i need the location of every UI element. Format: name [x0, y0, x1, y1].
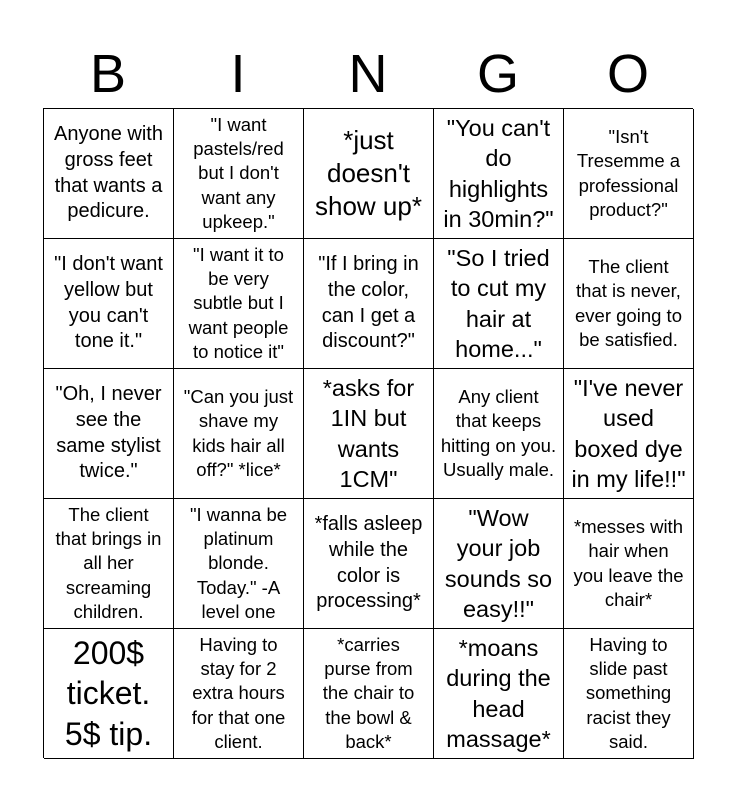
cell-text: 200$ ticket. 5$ tip.	[64, 635, 153, 752]
bingo-cell-r3-c2[interactable]	[174, 369, 304, 499]
bingo-cell-r1-c1[interactable]	[44, 109, 174, 239]
cell-text: "I want pastels/red but I don't want any upkeep."	[193, 114, 284, 232]
bingo-cell-r5-c2[interactable]	[174, 629, 304, 759]
bingo-cell-r4-c4[interactable]	[434, 499, 564, 629]
bingo-cell-r2-c4[interactable]	[434, 239, 564, 369]
cell-text: *moans during the head massage*	[446, 635, 551, 752]
bingo-cell-r4-c1[interactable]	[44, 499, 174, 629]
bingo-cell-r5-c1[interactable]	[44, 629, 174, 759]
cell-text: "Oh, I never see the same stylist twice."	[55, 383, 162, 483]
cell-text: "I wanna be platinum blonde. Today." -A level one	[189, 504, 288, 622]
cell-text: "I've never used boxed dye in my life!!"	[571, 375, 686, 492]
bingo-header	[43, 40, 693, 108]
bingo-cell-r3-c5[interactable]	[564, 369, 694, 499]
bingo-cell-r2-c3[interactable]	[304, 239, 434, 369]
header-letter-b: B	[89, 44, 127, 104]
cell-text: *messes with hair when you leave the chair*	[573, 516, 684, 610]
cell-text: *falls asleep while the color is processing*	[314, 513, 423, 613]
bingo-cell-r3-c3[interactable]	[304, 369, 434, 499]
cell-text: *asks for 1IN but wants 1CM"	[322, 375, 415, 492]
bingo-cell-r5-c4[interactable]	[434, 629, 564, 759]
cell-text: Anyone with gross feet that wants a pedicure.	[54, 123, 163, 223]
bingo-cell-r1-c4[interactable]	[434, 109, 564, 239]
bingo-board	[43, 108, 693, 758]
cell-text: The client that brings in all her screaming children.	[55, 504, 162, 622]
bingo-cell-r4-c2[interactable]	[174, 499, 304, 629]
cell-text: Having to stay for 2 extra hours for that one client.	[191, 634, 286, 752]
bingo-cell-r3-c4[interactable]	[434, 369, 564, 499]
cell-text: *carries purse from the chair to the bowl & back*	[322, 634, 415, 752]
bingo-cell-r2-c1[interactable]	[44, 239, 174, 369]
cell-text: "Can you just shave my kids hair all off?" *lice*	[183, 386, 294, 480]
bingo-cell-r1-c3[interactable]	[304, 109, 434, 239]
bingo-cell-r4-c5[interactable]	[564, 499, 694, 629]
header-letter-i: I	[230, 44, 246, 104]
cell-text: *just doesn't show up*	[315, 124, 422, 222]
bingo-cell-r1-c5[interactable]	[564, 109, 694, 239]
bingo-cell-r5-c3[interactable]	[304, 629, 434, 759]
cell-text: "I don't want yellow but you can't tone it."	[54, 253, 163, 353]
bingo-cell-r3-c1[interactable]	[44, 369, 174, 499]
cell-text: The client that is never, ever going to be satisfied.	[575, 256, 682, 350]
header-letter-n: N	[348, 44, 388, 104]
cell-text: "So I tried to cut my hair at home..."	[447, 245, 550, 362]
cell-text: Any client that keeps hitting on you. Usually male.	[440, 386, 557, 480]
cell-text: "Isn't Tresemme a professional product?"	[576, 126, 681, 220]
cell-text: Having to slide past something racist they said.	[585, 634, 672, 752]
bingo-cell-r2-c2[interactable]	[174, 239, 304, 369]
bingo-cell-r2-c5[interactable]	[564, 239, 694, 369]
cell-text: "I want it to be very subtle but I want people to notice it"	[188, 244, 289, 362]
bingo-cell-r5-c5[interactable]	[564, 629, 694, 759]
bingo-cell-r4-c3[interactable]	[304, 499, 434, 629]
cell-text: "If I bring in the color, can I get a discount?"	[318, 253, 419, 353]
bingo-cell-r1-c2[interactable]	[174, 109, 304, 239]
cell-text: "Wow your job sounds so easy!!"	[444, 505, 553, 622]
header-letter-o: O	[606, 44, 649, 104]
header-letter-g: G	[476, 44, 519, 104]
cell-text: "You can't do highlights in 30min?"	[443, 115, 554, 232]
